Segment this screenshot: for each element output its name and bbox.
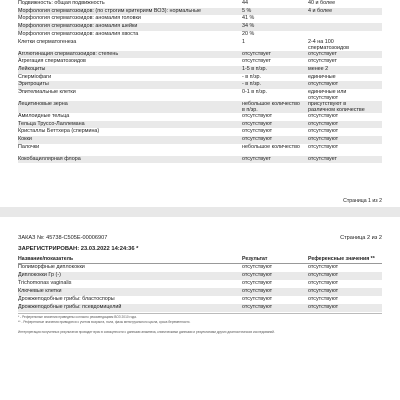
cell-reference: отсутствуют <box>308 120 339 127</box>
footnote-3: Интерпретация полученных результатов проводит врач в совокупности с данными анамнеза, клиническими данными и результатами других диагностических исследований. <box>18 330 275 334</box>
cell-reference: отсутствуют <box>308 143 339 150</box>
cell-name: Морфология сперматозоидов: аномалия хвоста <box>18 30 139 37</box>
cell-result: 20 % <box>242 30 255 37</box>
cell-name: Сперміофаги <box>18 73 52 80</box>
table-row <box>18 66 382 74</box>
cell-result: отсутствуют <box>242 264 273 270</box>
cell-reference: отсутствует <box>308 58 337 65</box>
cell-reference: 40 и более <box>308 0 336 6</box>
cell-name: Морфология сперматозоидов: (по строгим критериям ВОЗ): нормальные <box>18 7 202 14</box>
cell-result: отсутствуют <box>242 280 273 286</box>
footnote-2: ** - Референсные значения приводятся с учетом возраста, пола, фазы менструального цикла, срока беременности. <box>18 320 191 324</box>
table-row <box>18 8 382 16</box>
cell-result: отсутствуют <box>242 128 273 135</box>
cell-result: отсутствуют <box>242 136 273 143</box>
cell-result: 1-5 в п/зр. <box>242 65 268 72</box>
registration-date: ЗАРЕГИСТРИРОВАН: 23.03.2022 14:24:36 * <box>18 246 139 252</box>
cell-name: Кристаллы Беттхера (спермина) <box>18 128 100 135</box>
table-row <box>18 89 382 101</box>
cell-reference: отсутствуют <box>308 81 339 88</box>
table-row <box>18 81 382 89</box>
cell-result: отсутствуют <box>242 272 273 278</box>
cell-result: 44 <box>242 0 248 6</box>
cell-reference: отсутствуют <box>308 304 339 310</box>
table-header <box>18 255 382 264</box>
cell-result: - в п/зр. <box>242 81 262 88</box>
cell-reference: 4 и более <box>308 7 333 14</box>
cell-reference: отсутствуют <box>308 136 339 143</box>
cell-name: Палочки <box>18 143 40 150</box>
cell-name: Амилоидные тельца <box>18 113 70 119</box>
cell-reference: отсутствуют <box>308 288 339 294</box>
report-page-2 <box>0 217 400 400</box>
cell-reference: отсутствуют <box>308 113 339 119</box>
table-row <box>18 23 382 31</box>
cell-result: 41 % <box>242 15 255 22</box>
cell-result: 5 % <box>242 7 252 14</box>
cell-name: Trichomonas vaginalis <box>18 280 72 286</box>
cell-reference: присутствуют в различном количестве <box>308 101 365 113</box>
page-number: Страница 1 из 2 <box>343 197 382 204</box>
header-reference: Референсные значения ** <box>308 256 375 262</box>
cell-name: Кокобациллярная флора <box>18 155 81 162</box>
cell-result: - в п/зр. <box>242 73 262 80</box>
table-row <box>18 101 382 113</box>
cell-name: Лейкоциты <box>18 65 46 72</box>
cell-name: Эпителиальные клетки <box>18 89 76 95</box>
table-row <box>18 39 382 51</box>
table-row <box>18 15 382 23</box>
table-row <box>18 136 382 144</box>
cell-result: отсутствуют <box>242 296 273 302</box>
cell-result: 34 % <box>242 23 255 30</box>
cell-result: отсутствует <box>242 58 271 65</box>
cell-name: Эритроциты <box>18 81 49 88</box>
table-row <box>18 156 382 164</box>
cell-name: Ключевые клетки <box>18 288 62 294</box>
header-name: Название/показатель <box>18 256 74 262</box>
table-row <box>18 51 382 59</box>
divider <box>18 313 382 314</box>
cell-name: Полиморфные диплококки <box>18 264 85 270</box>
table-row <box>18 280 382 288</box>
cell-result: 0-1 в п/зр. <box>242 89 268 95</box>
cell-name: Диплококки Гр (-) <box>18 272 61 278</box>
cell-name: Морфология сперматозоидов: аномалия шейки <box>18 23 138 30</box>
cell-result: отсутствует <box>242 155 271 162</box>
table-row <box>18 0 382 8</box>
table-row <box>18 144 382 156</box>
cell-result: небольшое количество <box>242 143 300 150</box>
table-row <box>18 121 382 129</box>
page-separator <box>0 207 400 217</box>
cell-name: Агглютинация сперматозоидов: степень <box>18 50 119 57</box>
cell-reference: отсутствуют <box>308 272 339 278</box>
table-row <box>18 288 382 296</box>
cell-name: Агрегация сперматозоидов <box>18 58 86 65</box>
table-row <box>18 296 382 304</box>
table-row <box>18 264 382 272</box>
table-row <box>18 272 382 280</box>
cell-result: отсутствуют <box>242 113 273 119</box>
cell-reference: отсутствуют <box>308 296 339 302</box>
table-row <box>18 128 382 136</box>
cell-reference: менее 2 <box>308 65 329 72</box>
cell-reference: единичные или отсутствуют <box>308 89 347 101</box>
page-number: Страница 2 из 2 <box>340 235 382 241</box>
cell-reference: единичные <box>308 73 336 80</box>
header-result: Результат <box>242 256 268 262</box>
cell-reference: 2-4 на 100 сперматозоидов <box>308 38 349 51</box>
cell-result: отсутствуют <box>242 304 273 310</box>
cell-name: Кокки <box>18 136 32 143</box>
cell-result: отсутствует <box>242 50 271 57</box>
table-row <box>18 31 382 39</box>
cell-name: Тельца Труссо-Лаллемана <box>18 120 85 127</box>
cell-result: отсутствуют <box>242 120 273 127</box>
cell-reference: отсутствует <box>308 155 337 162</box>
cell-name: Клетки сперматогенеза <box>18 38 77 45</box>
table-row <box>18 74 382 82</box>
table-row <box>18 58 382 66</box>
cell-name: Лецитиновые зерна <box>18 101 68 107</box>
cell-name: Морфология сперматозоидов: аномалия головки <box>18 15 141 22</box>
table-row <box>18 304 382 312</box>
cell-name: Дрожжеподобные грибы: псевдомицелий <box>18 304 122 310</box>
cell-reference: отсутствуют <box>308 128 339 135</box>
cell-result: 1 <box>242 38 245 45</box>
table-row <box>18 113 382 121</box>
cell-reference: отсутствуют <box>308 264 339 270</box>
cell-name: Дрожжеподобные грибы: бластоспоры <box>18 296 115 302</box>
cell-result: небольшое количество в п/зр. <box>242 101 300 113</box>
footnote-1: * - Референсные значения приведены согласно рекомендациям ВОЗ 2010 года. <box>18 315 137 319</box>
cell-name: Подвижность: общая подвижность <box>18 0 105 6</box>
cell-reference: отсутствуют <box>308 280 339 286</box>
order-number: ЗАКАЗ №: 45738-С505Е-00006907 <box>18 235 108 241</box>
cell-reference: отсутствует <box>308 50 337 57</box>
cell-result: отсутствуют <box>242 288 273 294</box>
